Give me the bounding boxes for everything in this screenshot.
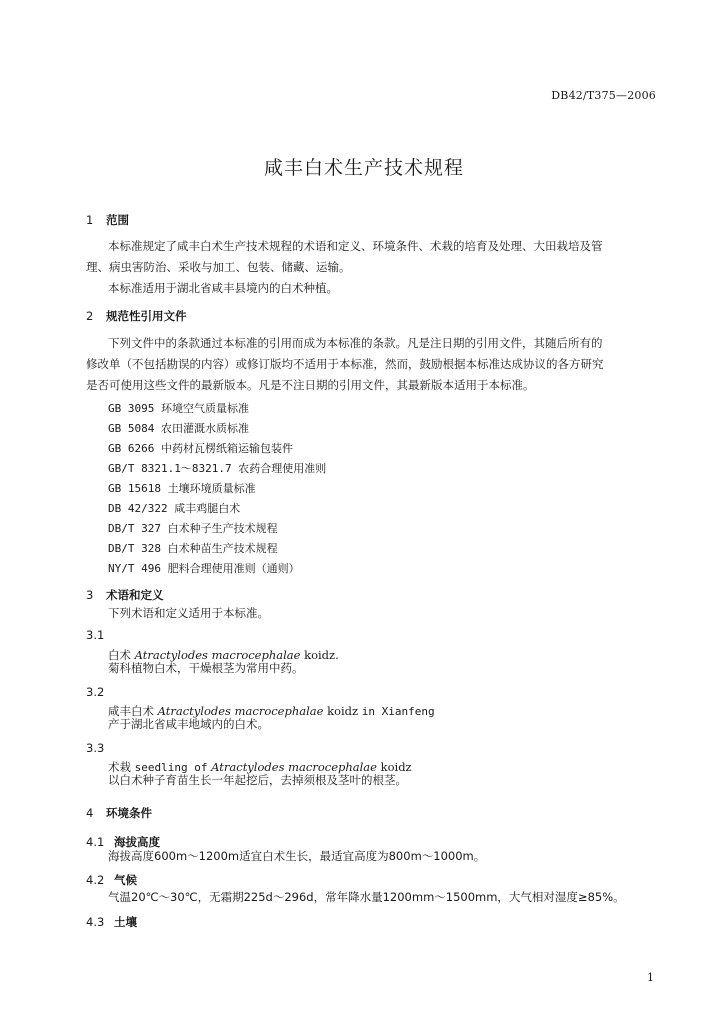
section-title: 术语和定义 bbox=[106, 588, 164, 602]
term-definition: 以白术种子育苗生长一年起挖后，去掉须根及茎叶的根茎。 bbox=[108, 773, 407, 787]
term-definition: 产于湖北省咸丰地域内的白术。 bbox=[108, 717, 269, 731]
reference-item: GB 5084 农田灌溉水质标准 bbox=[108, 422, 249, 435]
document-title: 咸丰白术生产技术规程 bbox=[263, 157, 464, 179]
term-chinese: 术栽 bbox=[108, 760, 131, 774]
reference-item: DB/T 327 白术种子生产技术规程 bbox=[108, 522, 278, 535]
subsection-4-2 bbox=[86, 872, 137, 888]
section-number: 3 bbox=[86, 588, 94, 602]
refs-intro-line-1: 下列文件中的条款通过本标准的引用而成为本标准的条款。凡是注日期的引用文件，其随后所有的 bbox=[108, 336, 603, 350]
section-number: 4 bbox=[86, 806, 94, 820]
reference-item: GB 6266 中药材瓦楞纸箱运输包装件 bbox=[108, 442, 293, 455]
term-author: koidz bbox=[380, 760, 412, 774]
reference-item: DB 42/322 咸丰鸡腿白术 bbox=[108, 502, 241, 515]
reference-item: NY/T 496 肥料合理使用准则（通则） bbox=[108, 562, 300, 575]
reference-item: GB/T 8321.1～8321.7 农药合理使用准则 bbox=[108, 462, 327, 475]
subsection-title: 海拔高度 bbox=[114, 835, 160, 849]
section-2-heading bbox=[86, 308, 187, 324]
subsection-title: 土壤 bbox=[114, 915, 137, 929]
reference-item: GB 15618 土壤环境质量标准 bbox=[108, 482, 256, 495]
term-number: 3.3 bbox=[86, 741, 105, 755]
term-chinese: 白术 bbox=[108, 648, 131, 662]
subsection-number: 4.1 bbox=[86, 835, 105, 849]
term-latin: Atractylodes macrocephalae bbox=[211, 760, 377, 774]
scope-paragraph-line-1: 本标准规定了咸丰白术生产技术规程的术语和定义、环境条件、术栽的培育及处理、大田栽培及管 bbox=[108, 239, 603, 253]
section-number: 2 bbox=[86, 309, 94, 323]
subsection-title: 气候 bbox=[114, 873, 137, 887]
section-1-heading bbox=[86, 212, 129, 228]
term-author: koidz bbox=[327, 704, 359, 718]
document-code: DB42/T375—2006 bbox=[551, 89, 656, 102]
subsection-number: 4.3 bbox=[86, 915, 105, 929]
section-number: 1 bbox=[86, 213, 94, 227]
subsection-4-3 bbox=[86, 914, 137, 930]
section-title: 范围 bbox=[106, 213, 129, 227]
term-latin: Atractylodes macrocephalae bbox=[134, 648, 301, 662]
term-author: koidz. bbox=[304, 648, 339, 662]
term-number: 3.1 bbox=[86, 628, 105, 642]
reference-item: GB 3095 环境空气质量标准 bbox=[108, 402, 249, 415]
term-definition: 菊科植物白术，干燥根茎为常用中药。 bbox=[108, 661, 304, 675]
term-latin: Atractylodes macrocephalae bbox=[157, 704, 324, 718]
term-suffix: in Xianfeng bbox=[361, 705, 435, 718]
subsection-number: 4.2 bbox=[86, 873, 105, 887]
climate-text: 气温20℃～30℃，无霜期225d～296d，常年降水量1200mm～1500mm，大气相对湿度≥85%。 bbox=[108, 890, 625, 904]
refs-intro-line-2: 修改单（不包括勘误的内容）或修订版均不适用于本标准，然而，鼓励根据本标准达成协议的各方研究 bbox=[86, 357, 604, 371]
section-3-heading bbox=[86, 587, 164, 603]
section-title: 规范性引用文件 bbox=[106, 309, 187, 323]
refs-intro-line-3: 是否可使用这些文件的最新版本。凡是不注日期的引用文件，其最新版本适用于本标准。 bbox=[86, 378, 535, 392]
term-english: seedling of bbox=[134, 761, 208, 774]
term-chinese: 咸丰白术 bbox=[108, 704, 154, 718]
term-number: 3.2 bbox=[86, 685, 105, 699]
reference-item: DB/T 328 白术种苗生产技术规程 bbox=[108, 542, 278, 555]
terms-intro: 下列术语和定义适用于本标准。 bbox=[108, 606, 269, 620]
section-title: 环境条件 bbox=[106, 806, 152, 820]
scope-paragraph-2: 本标准适用于湖北省咸丰县境内的白术种植。 bbox=[108, 281, 338, 295]
scope-paragraph-line-2: 理、病虫害防治、采收与加工、包装、储藏、运输。 bbox=[86, 260, 351, 274]
section-4-heading bbox=[86, 805, 152, 821]
page-number: 1 bbox=[647, 971, 654, 984]
altitude-text: 海拔高度600m～1200m适宜白术生长，最适宜高度为800m～1000m。 bbox=[108, 849, 486, 863]
